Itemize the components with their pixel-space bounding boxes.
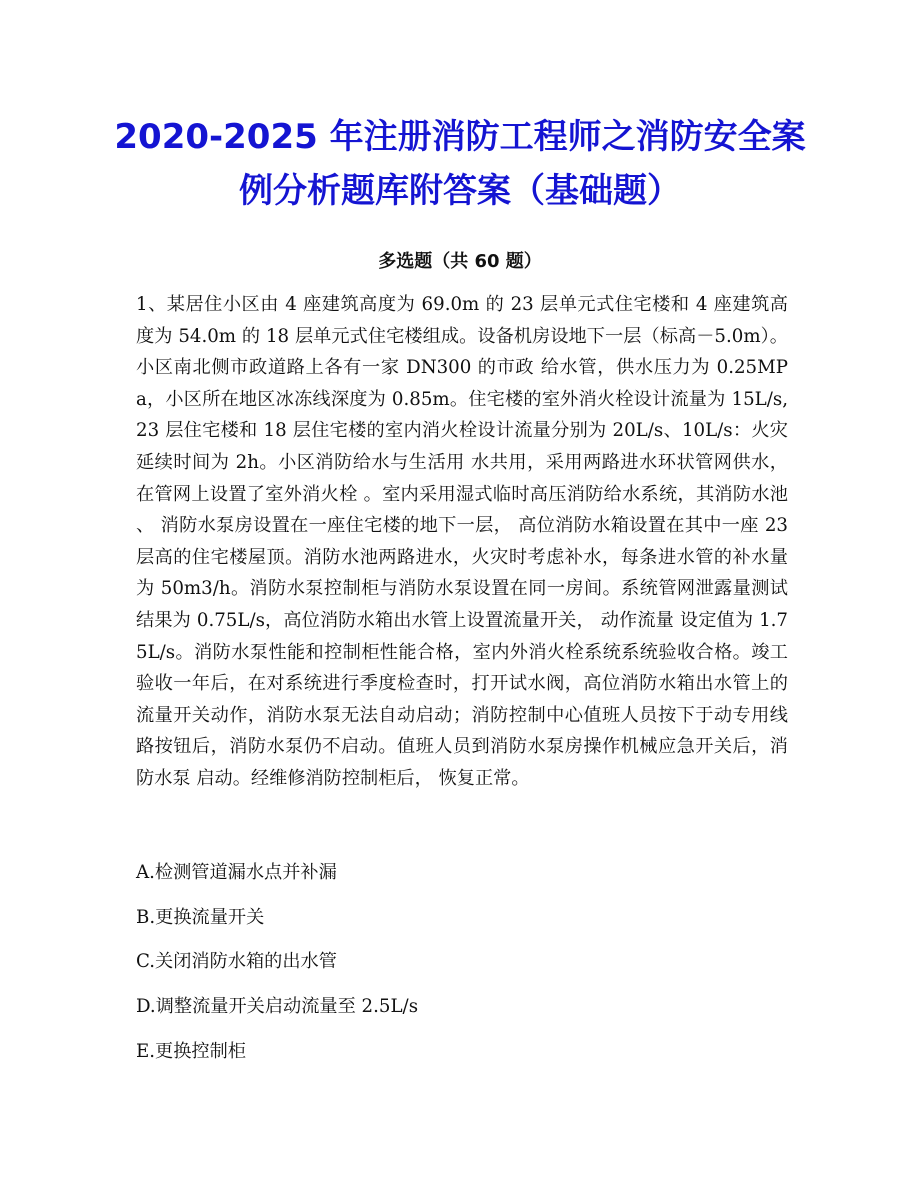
document-title: 2020-2025 年注册消防工程师之消防安全案例分析题库附答案（基础题） [114,117,806,211]
option-e: E.更换控制柜 [136,1041,246,1062]
option-d: D.调整流量开关启动流量至 2.5L/s [136,996,419,1017]
option-b: B.更换流量开关 [136,907,265,928]
option-a: A.检测管道漏水点并补漏 [136,862,337,883]
section-heading: 多选题（共 60 题） [378,251,542,272]
question-stem: 1、某居住小区由 4 座建筑高度为 69.0m 的 23 层单元式住宅楼和 4 座建筑高度为 54.0m 的 18 层单元式住宅楼组成。设备机房设地下一层（标高－5.0m）。小区南北侧市政道路上各有一家 DN300 的市政 给水管，供水压力为 0.25MPa，小区所在地区冰冻线深度为 0.85m。住宅楼的室外消火栓设计流量为 15L/s,23 层住宅楼和 18 层住宅楼的室内消火栓设计流量分别为 20L/s、10L/s：火灾延续时间为 2h。小区消防给水与生活用 水共用，采用两路进水环状管网供水，在管网上设置了室外消火栓 。室内采用湿式临时高压消防给水系统，其消防水池 、 消防水泵房设置在一座住宅楼的地下一层， 高位消防水箱设置在其中一座 23 层高的住宅楼屋顶。消防水池两路进水，火灾时考虑补水，每条进水管的补水量为 50m3/h。消防水泵控制柜与消防水泵设置在同一房间。系统管网泄露量测试结果为 0.75L/s，高位消防水箱出水管上设置流量开关， 动作流量 设定值为 1.75L/s。消防水泵性能和控制柜性能合格，室内外消火栓系统系统验收合格。竣工验收一年后，在对系统进行季度检查时，打开试水阀，高位消防水箱出水管上的流量开关动作，消防水泵无法自动启动；消防控制中心值班人员按下于动专用线路按钮后，消防水泵仍不启动。值班人员到消防水泵房操作机械应急开关后，消防水泵 启动。经维修消防控制柜后， 恢复正常。 [136,294,788,789]
option-c: C.关闭消防水箱的出水管 [136,951,337,972]
